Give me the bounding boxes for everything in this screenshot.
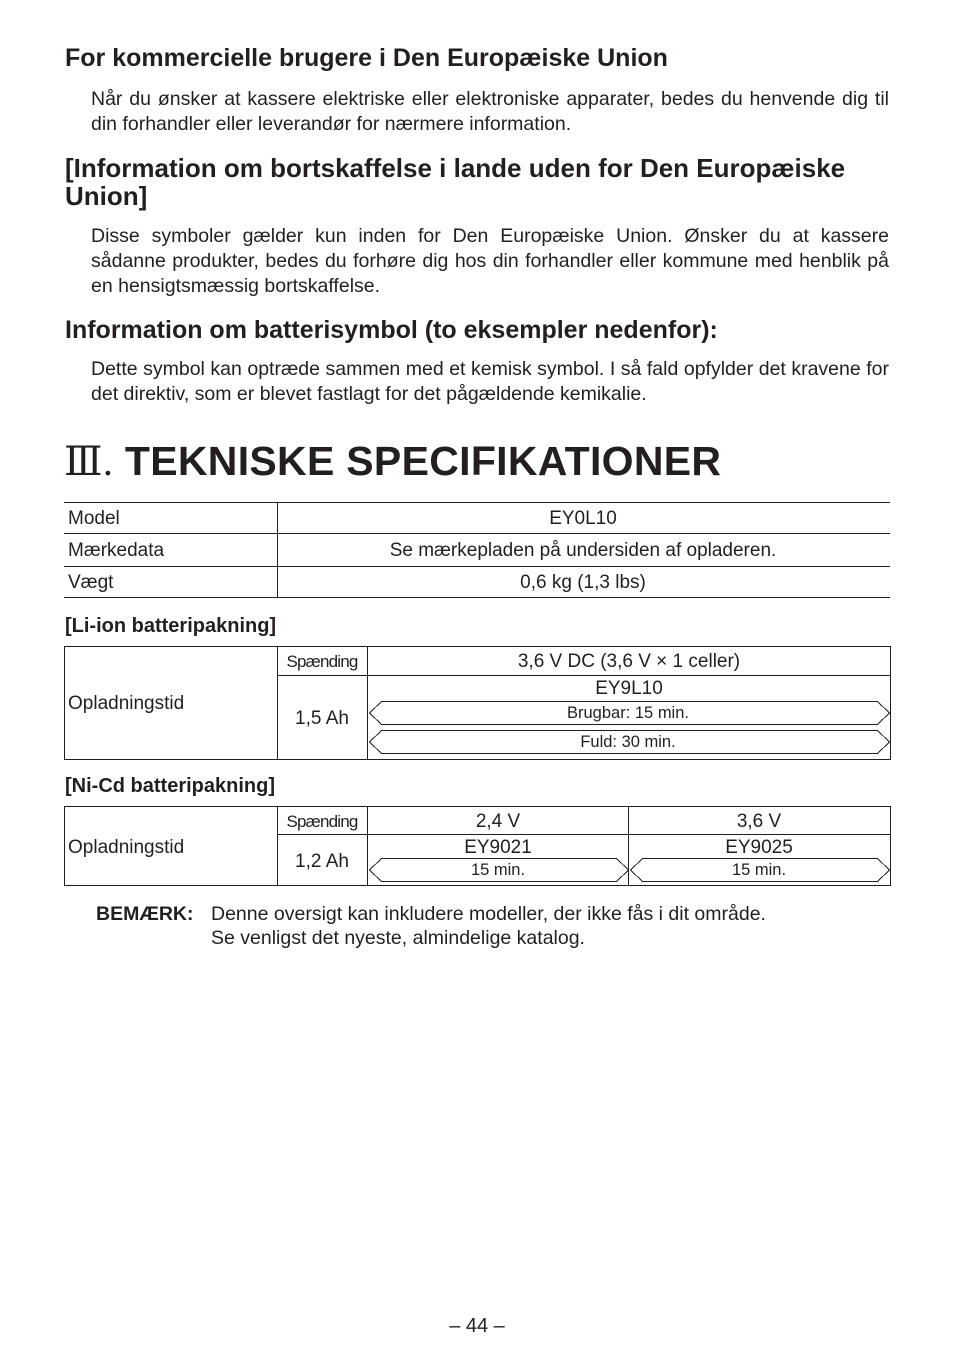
note-label: BEMÆRK: — [96, 903, 194, 925]
section-body-battery-symbol: Dette symbol kan optræde sammen med et kemisk symbol. I så fald opfylder det kravene for det direktiv, som er blevet fastlagt for det pågældende kemikalie. — [91, 358, 889, 405]
nicd-voltage-1: 2,4 V — [475, 811, 521, 832]
nicd-heading: [Ni-Cd batteripakning] — [65, 775, 275, 797]
heading-line-2: Union] — [65, 181, 148, 211]
liion-voltage-value: 3,6 V DC (3,6 V × 1 celler) — [517, 651, 741, 672]
liion-capacity: 1,5 Ah — [295, 708, 349, 729]
nicd-model-2: EY9025 — [725, 837, 793, 858]
nicd-model-1: EY9021 — [464, 837, 532, 858]
spec-value-weight: 0,6 kg (1,3 lbs) — [520, 572, 646, 593]
chapter-title-text: TEKNISKE SPECIFIKATIONER — [124, 438, 722, 484]
note-line-1: Denne oversigt kan inkludere modeller, der ikke fås i dit område. — [211, 903, 766, 925]
liion-full-time: Fuld: 30 min. — [580, 733, 676, 751]
nicd-capacity: 1,2 Ah — [295, 851, 349, 872]
liion-row-label: Opladningstid — [68, 693, 185, 714]
spec-value-rating: Se mærkepladen på undersiden af opladeren. — [389, 540, 777, 561]
spec-value-model: EY0L10 — [549, 508, 617, 529]
section-heading-commercial-users: For kommercielle brugere i Den Europæiske Union — [65, 44, 668, 72]
note-line-2: Se venligst det nyeste, almindelige katalog. — [211, 927, 585, 949]
heading-line-1: [Information om bortskaffelse i lande uden for Den Europæiske — [65, 153, 846, 183]
nicd-voltage-label: Spænding — [286, 812, 358, 831]
nicd-row-label: Opladningstid — [68, 837, 185, 858]
chapter-numeral: Ⅲ. — [64, 439, 114, 484]
liion-usable-time: Brugbar: 15 min. — [567, 704, 689, 722]
section-body-commercial-users: Når du ønsker at kassere elektriske eller elektroniske apparater, bedes du henvende dig til din forhandler eller leverandør for nærmere information. — [91, 88, 889, 135]
spec-label-rating: Mærkedata — [68, 540, 165, 561]
section-heading-battery-symbol: Information om batterisymbol (to eksempler nedenfor): — [65, 316, 718, 344]
nicd-time-2: 15 min. — [731, 861, 787, 879]
page-number: – 44 – — [449, 1315, 505, 1337]
nicd-voltage-2: 3,6 V — [736, 811, 782, 832]
spec-label-weight: Vægt — [68, 572, 114, 593]
spec-label-model: Model — [68, 508, 120, 529]
liion-voltage-label: Spænding — [286, 652, 358, 671]
nicd-time-1: 15 min. — [470, 861, 526, 879]
liion-model: EY9L10 — [595, 678, 663, 699]
section-body-outside-eu: Disse symboler gælder kun inden for Den Europæiske Union. Ønsker du at kassere sådanne produkter, bedes du forhøre dig hos din forhandler eller kommune med henblik på en hensigtsmæssig bortskaffelse. — [91, 225, 889, 297]
liion-heading: [Li-ion batteripakning] — [65, 615, 277, 637]
